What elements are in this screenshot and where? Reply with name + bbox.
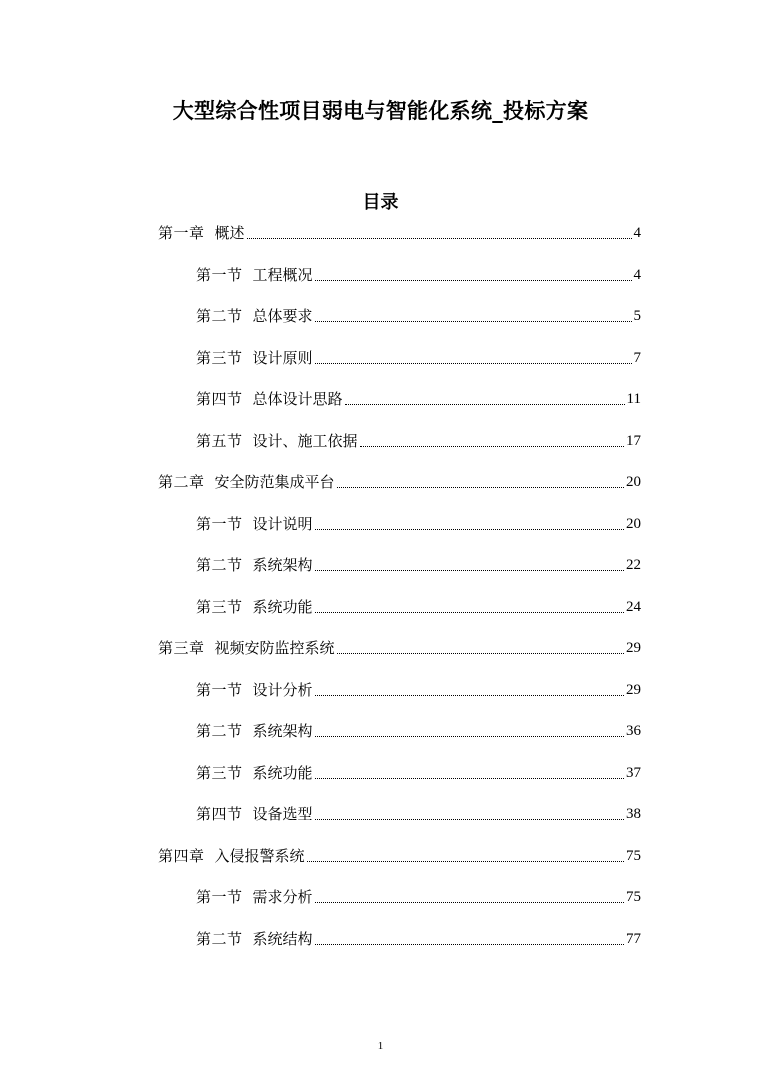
toc-dot-leader: [307, 861, 624, 862]
toc-dot-leader: [315, 778, 624, 779]
toc-entry-label: 第五节: [196, 431, 243, 450]
toc-section-entry[interactable]: [196, 674, 641, 700]
toc-entry-title: 总体设计思路: [252, 390, 343, 408]
toc-entry-label: 第一节: [196, 888, 243, 906]
toc-dot-leader: [315, 612, 624, 613]
toc-entry-title: 系统架构: [252, 556, 313, 574]
toc-section-entry[interactable]: [196, 591, 641, 617]
toc-entry-label: 第二节: [196, 722, 243, 740]
toc-dot-leader: [315, 321, 632, 322]
toc-entry-title: 设计原则: [252, 348, 313, 367]
toc-section-entry[interactable]: [196, 549, 641, 575]
toc-dot-leader: [315, 695, 624, 696]
toc-entry-title: 设计分析: [252, 680, 313, 699]
toc-section-entry[interactable]: [196, 259, 641, 285]
toc-dot-leader: [315, 819, 624, 820]
toc-chapter-entry[interactable]: [158, 217, 641, 243]
toc-section-entry[interactable]: [196, 508, 641, 534]
toc-entry-page: 77: [626, 930, 641, 947]
toc-entry-page: 75: [626, 889, 641, 905]
toc-dot-leader: [360, 446, 624, 447]
toc-dot-leader: [315, 280, 632, 281]
toc-dot-leader: [315, 570, 624, 571]
toc-entry-title: 系统结构: [252, 929, 313, 948]
toc-entry-page: 29: [626, 640, 641, 656]
toc-section-entry[interactable]: [196, 757, 641, 783]
toc-entry-title: 概述: [214, 224, 245, 242]
toc-entry-page: 29: [626, 681, 641, 698]
toc-entry-label: 第一节: [196, 514, 243, 533]
toc-entry-title: 设计说明: [252, 514, 313, 533]
toc-entry-page: 5: [633, 308, 641, 324]
toc-entry-title: 工程概况: [252, 265, 313, 284]
toc-entry-page: 4: [633, 225, 641, 241]
toc-section-entry[interactable]: [196, 300, 641, 326]
toc-entry-label: 第一节: [196, 265, 243, 284]
toc-entry-title: 系统功能: [252, 597, 313, 616]
toc-dot-leader: [315, 363, 632, 364]
toc-entry-page: 20: [626, 474, 641, 490]
toc-entry-title: 总体要求: [252, 307, 313, 325]
toc-entry-page: 4: [633, 266, 641, 283]
toc-entry-label: 第二节: [196, 929, 243, 948]
toc-section-entry[interactable]: [196, 923, 641, 949]
toc-entry-page: 20: [626, 515, 641, 532]
toc-section-entry[interactable]: [196, 383, 641, 409]
toc-entry-title: 入侵报警系统: [214, 846, 305, 865]
toc-entry-label: 第三节: [196, 597, 243, 616]
toc-dot-leader: [315, 944, 624, 945]
toc-dot-leader: [315, 736, 624, 737]
toc-entry-label: 第三节: [196, 348, 243, 367]
toc-entry-title: 系统功能: [252, 763, 313, 782]
toc-entry-title: 设计、施工依据: [252, 431, 358, 450]
toc-entry-title: 视频安防监控系统: [214, 639, 335, 657]
toc-entry-label: 第二节: [196, 556, 243, 574]
toc-dot-leader: [345, 404, 625, 405]
toc-heading: 目录: [362, 192, 399, 213]
toc-chapter-entry[interactable]: [158, 840, 641, 866]
toc-entry-page: 7: [633, 349, 641, 366]
toc-entry-label: 第三节: [196, 763, 243, 782]
toc-chapter-entry[interactable]: [158, 632, 641, 658]
toc-section-entry[interactable]: [196, 715, 641, 741]
toc-entry-page: 38: [626, 806, 641, 822]
toc-section-entry[interactable]: [196, 425, 641, 451]
document-title: 大型综合性项目弱电与智能化系统_投标方案: [172, 99, 589, 123]
toc-section-entry[interactable]: [196, 881, 641, 907]
toc-entry-title: 设备选型: [252, 805, 313, 823]
toc-dot-leader: [315, 529, 624, 530]
toc-entry-label: 第三章: [158, 639, 205, 657]
toc-entry-page: 36: [626, 723, 641, 739]
toc-dot-leader: [315, 902, 624, 903]
toc-dot-leader: [337, 653, 624, 654]
toc-entry-page: 22: [626, 557, 641, 573]
toc-dot-leader: [247, 238, 632, 239]
toc-entry-label: 第二节: [196, 307, 243, 325]
page-number: 1: [377, 1040, 384, 1052]
toc-entry-title: 安全防范集成平台: [214, 473, 335, 491]
toc-entry-page: 37: [626, 764, 641, 781]
toc-entry-label: 第一节: [196, 680, 243, 699]
toc-entry-page: 17: [626, 432, 641, 449]
toc-entry-page: 11: [626, 391, 641, 407]
toc-entry-label: 第一章: [158, 224, 205, 242]
toc-chapter-entry[interactable]: [158, 466, 641, 492]
toc-section-entry[interactable]: [196, 342, 641, 368]
toc-entry-page: 24: [626, 598, 641, 615]
toc-entry-page: 75: [626, 847, 641, 864]
toc-entry-label: 第四节: [196, 805, 243, 823]
toc-entry-label: 第四节: [196, 390, 243, 408]
toc-dot-leader: [337, 487, 624, 488]
toc-section-entry[interactable]: [196, 798, 641, 824]
toc-entry-title: 系统架构: [252, 722, 313, 740]
toc-entry-label: 第四章: [158, 846, 205, 865]
toc-entry-label: 第二章: [158, 473, 205, 491]
toc-entry-title: 需求分析: [252, 888, 313, 906]
